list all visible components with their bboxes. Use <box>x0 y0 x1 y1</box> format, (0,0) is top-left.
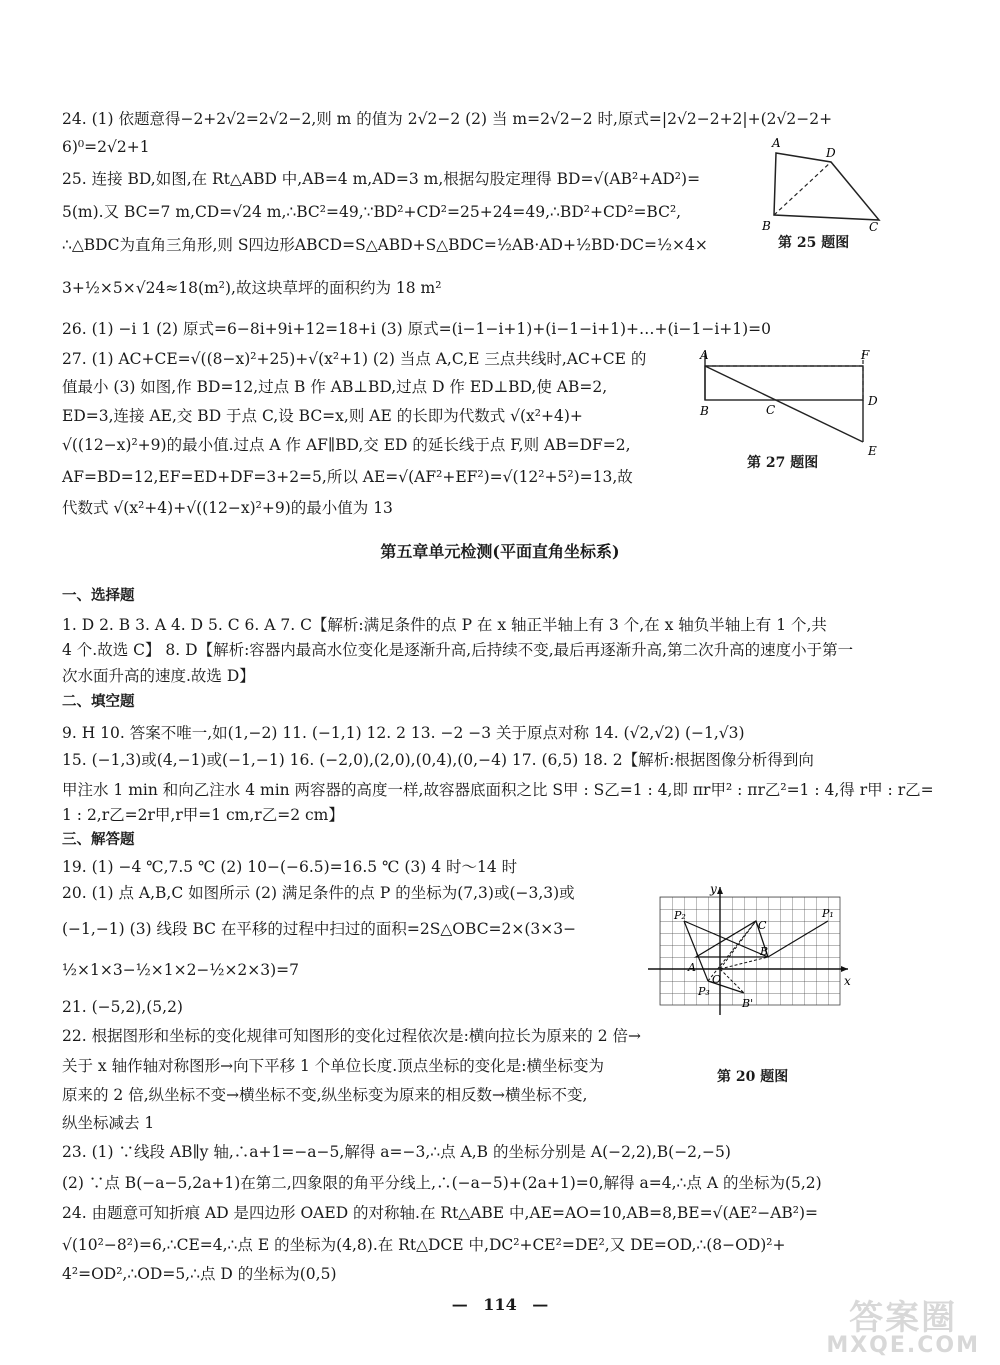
fig20-label-a: A <box>688 961 696 974</box>
fig20-label-o: O <box>712 973 722 986</box>
figure-25 <box>756 135 886 235</box>
q27-line-6: 代数式 √(x²+4)+√((12−x)²+9)的最小值为 13 <box>62 499 393 517</box>
fig25-label-a: A <box>772 136 781 150</box>
s24-line-1: 24. 由题意可知折痕 AD 是四边形 OAED 的对称轴.在 Rt△ABE 中,AE=AO=10,AB=8,BE=√(AE²−AB²)= <box>62 1204 819 1222</box>
mc-line-2: 4 个.故选 C】 8. D【解析:容器内最高水位变化是逐渐升高,后持续不变,最后再逐渐升高,第二次升高的速度小于第一 <box>62 641 854 659</box>
fig25-label-d: D <box>826 146 836 160</box>
page-dash-left: — <box>451 1295 468 1314</box>
q27-line-2: 值最小 (3) 如图,作 BD=12,过点 B 作 AB⊥BD,过点 D 作 ED⊥BD,使 AB=2, <box>62 378 608 396</box>
q25-line-1: 25. 连接 BD,如图,在 Rt△ABD 中,AB=4 m,AD=3 m,根据勾股定理得 BD=√(AB²+AD²)= <box>62 170 701 188</box>
q24a-line-2: 6)⁰=2√2+1 <box>62 138 150 156</box>
section-fill: 二、填空题 <box>62 693 135 710</box>
fig20-label-c: C <box>758 919 767 932</box>
s23-line-2: (2) ∵点 B(−a−5,2a+1)在第二,四象限的角平分线上,∴(−a−5)+(2a+1)=0,解得 a=4,∴点 A 的坐标为(5,2) <box>62 1174 822 1192</box>
figure-27-caption: 第 27 题图 <box>747 455 819 471</box>
chapter-5-title: 第五章单元检测(平面直角坐标系) <box>380 542 620 561</box>
s24-line-2: √(10²−8²)=6,∴CE=4,∴点 E 的坐标为(4,8).在 Rt△DCE 中,DC²+CE²=DE²,又 DE=OD,∴(8−OD)²+ <box>62 1236 786 1254</box>
q27-line-5: AF=BD=12,EF=ED+DF=3+2=5,所以 AE=√(AF²+EF²)=√(12²+5²)=13,故 <box>62 468 633 486</box>
mc-line-1: 1. D 2. B 3. A 4. D 5. C 6. A 7. C【解析:满足条件的点 P 在 x 轴正半轴上有 3 个,在 x 轴负半轴上有 1 个,共 <box>62 616 827 634</box>
watermark-line-1: 答案圈 <box>849 1298 958 1338</box>
q24a-line-1: 24. (1) 依题意得−2+2√2=2√2−2,则 m 的值为 2√2−2 (2) 当 m=2√2−2 时,原式=|2√2−2+2|+(2√2−2+ <box>62 110 833 128</box>
fig27-label-d: D <box>868 394 878 408</box>
fig20-label-x: x <box>844 974 851 988</box>
fig27-label-e: E <box>868 444 877 458</box>
s19-line: 19. (1) −4 ℃,7.5 ℃ (2) 10−(−6.5)=16.5 ℃ (3) 4 时～14 时 <box>62 858 518 876</box>
fig20-label-b: B <box>760 945 769 958</box>
mc-line-3: 次水面升高的速度.故选 D】 <box>62 667 255 685</box>
figure-20-caption: 第 20 题图 <box>717 1069 789 1085</box>
fill-line-4: 1 : 2,r乙=2r甲,r甲=1 cm,r乙=2 cm】 <box>62 806 344 824</box>
fig25-label-b: B <box>762 219 771 233</box>
fill-line-2: 15. (−1,3)或(4,−1)或(−1,−1) 16. (−2,0),(2,0),(0,4),(0,−4) 17. (6,5) 18. 2【解析:根据图像分析得到向 <box>62 751 814 769</box>
fig20-label-p2: P₂ <box>674 909 686 922</box>
figure-25-caption: 第 25 题图 <box>778 235 850 251</box>
fill-line-3: 甲注水 1 min 和向乙注水 4 min 两容器的高度一样,故容器底面积之比 S甲 : S乙=1 : 4,即 πr甲² : πr乙²=1 : 4,得 r甲 : r乙= <box>62 781 934 799</box>
fig20-label-p1: P₁ <box>822 907 834 920</box>
s22-line-4: 纵坐标减去 1 <box>62 1114 155 1132</box>
page-dash-right: — <box>532 1295 549 1314</box>
page-number: 114 <box>483 1295 517 1314</box>
s23-line-1: 23. (1) ∵线段 AB∥y 轴,∴a+1=−a−5,解得 a=−3,∴点 A,B 的坐标分别是 A(−2,2),B(−2,−5) <box>62 1143 731 1161</box>
fig20-label-y: y <box>710 885 717 896</box>
fill-line-1: 9. H 10. 答案不唯一,如(1,−2) 11. (−1,1) 12. 2 13. −2 −3 关于原点对称 14. (√2,√2) (−1,√3) <box>62 724 745 742</box>
fig20-label-bprime: B' <box>742 997 754 1010</box>
section-choice: 一、选择题 <box>62 587 135 604</box>
figure-20 <box>648 885 858 1020</box>
fig27-label-c: C <box>766 403 776 417</box>
s20-line-1: 20. (1) 点 A,B,C 如图所示 (2) 满足条件的点 P 的坐标为(7,3)或(−3,3)或 <box>62 884 575 902</box>
fig20-label-p3: P₃ <box>698 985 710 998</box>
section-answer: 三、解答题 <box>62 831 135 848</box>
fig27-label-a: A <box>700 348 709 362</box>
q25-line-2: 5(m).又 BC=7 m,CD=√24 m,∴BC²=49,∵BD²+CD²=25+24=49,∴BD²+CD²=BC², <box>62 203 682 221</box>
q25-line-4: 3+½×5×√24≈18(m²),故这块草坪的面积约为 18 m² <box>62 279 442 297</box>
s20-line-3: ½×1×3−½×1×2−½×2×3)=7 <box>62 961 300 979</box>
q27-line-4: √((12−x)²+9)的最小值.过点 A 作 AF∥BD,交 ED 的延长线于点 F,则 AB=DF=2, <box>62 436 631 454</box>
q27-line-3: ED=3,连接 AE,交 BD 于点 C,设 BC=x,则 AE 的长即为代数式 √(x²+4)+ <box>62 407 583 425</box>
q27-line-1: 27. (1) AC+CE=√((8−x)²+25)+√(x²+1) (2) 当点 A,C,E 三点共线时,AC+CE 的 <box>62 350 647 368</box>
q26-line: 26. (1) −i 1 (2) 原式=6−8i+9i+12=18+i (3) 原式=(i−1−i+1)+(i−1−i+1)+…+(i−1−i+1)=0 <box>62 320 772 338</box>
s22-line-2: 关于 x 轴作轴对称图形→向下平移 1 个单位长度.顶点坐标的变化是:横坐标变为 <box>62 1057 604 1075</box>
s22-line-1: 22. 根据图形和坐标的变化规律可知图形的变化过程依次是:横向拉长为原来的 2 倍→ <box>62 1027 642 1045</box>
s21-line: 21. (−5,2),(5,2) <box>62 998 183 1016</box>
q25-line-3: ∴△BDC为直角三角形,则 S四边形ABCD=S△ABD+S△BDC=½AB·AD+½BD·DC=½×4× <box>62 236 708 254</box>
s20-line-2: (−1,−1) (3) 线段 BC 在平移的过程中扫过的面积=2S△OBC=2×(3×3− <box>62 920 577 938</box>
fig27-label-f: F <box>861 348 870 362</box>
fig25-label-c: C <box>869 220 879 234</box>
figure-27 <box>696 345 888 460</box>
watermark <box>826 1298 980 1358</box>
s24-line-3: 4²=OD²,∴OD=5,∴点 D 的坐标为(0,5) <box>62 1265 337 1283</box>
fig27-label-b: B <box>700 404 709 418</box>
watermark-line-2: MXQE.COM <box>826 1333 980 1358</box>
s22-line-3: 原来的 2 倍,纵坐标不变→横坐标不变,纵坐标变为原来的相反数→横坐标不变, <box>62 1086 588 1104</box>
